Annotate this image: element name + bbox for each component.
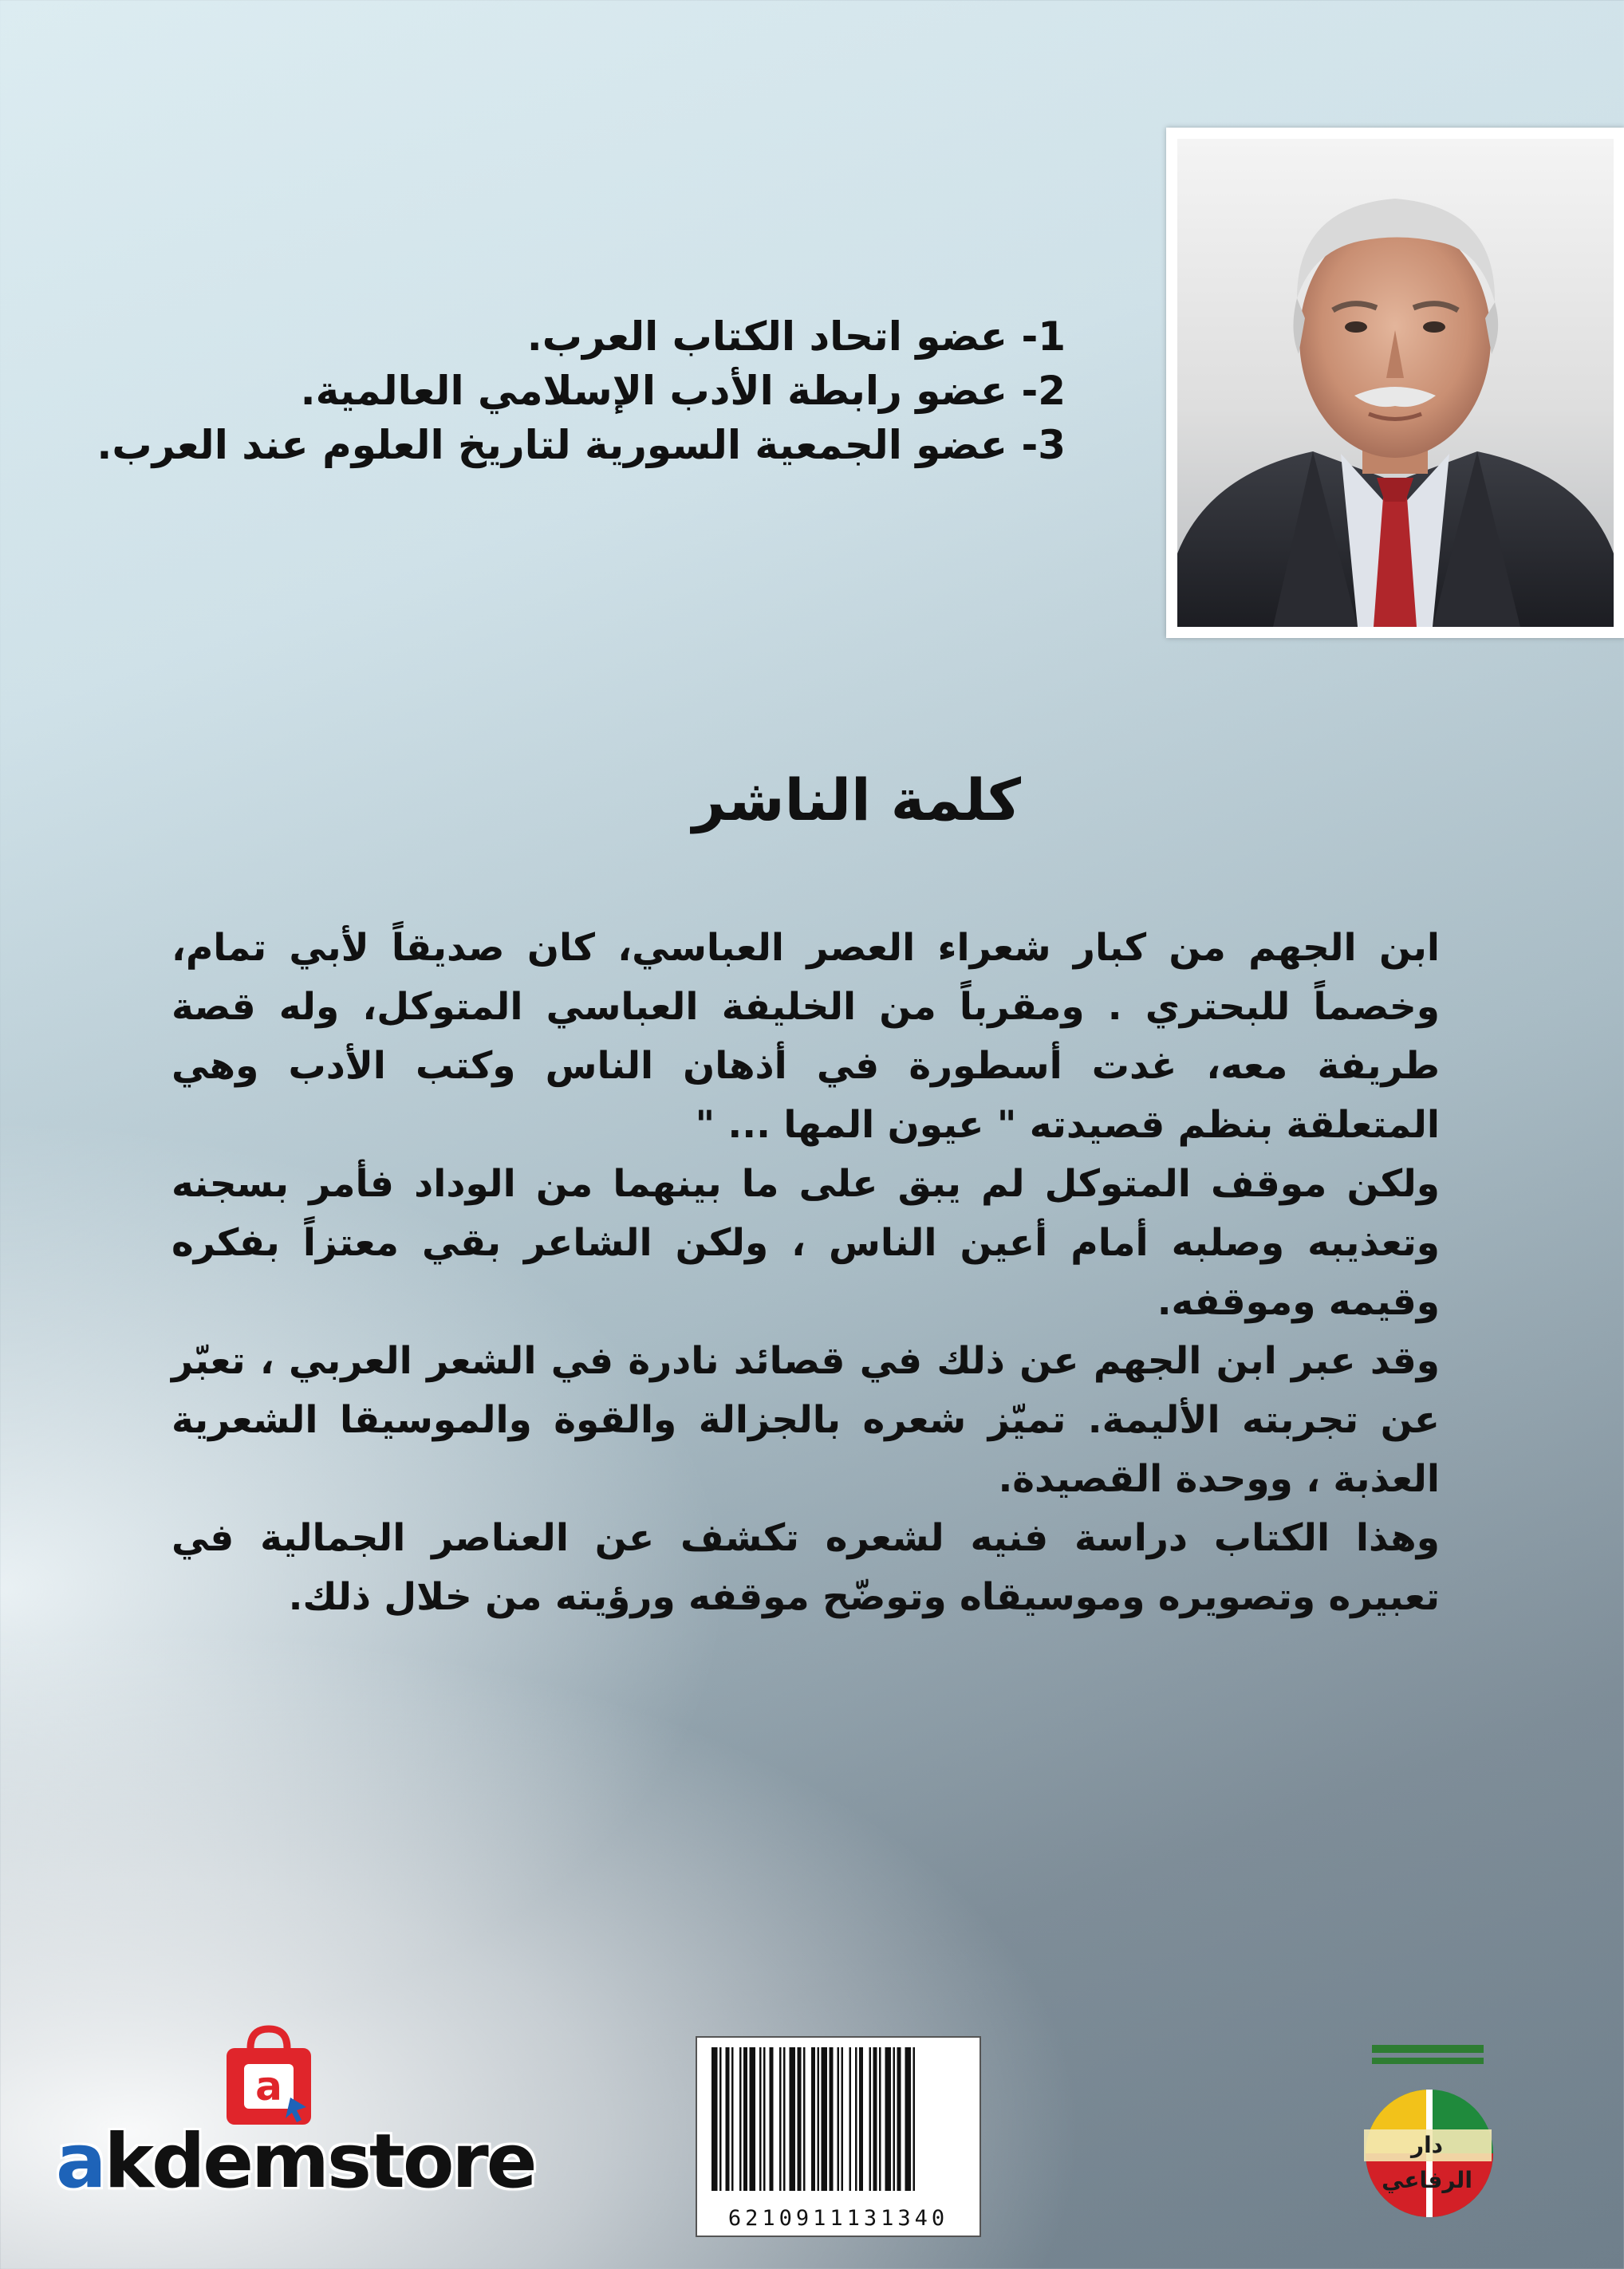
barcode-bar: [763, 2047, 766, 2191]
barcode-bar: [905, 2047, 912, 2191]
paragraph: وهذا الكتاب دراسة فنيه لشعره تكشف عن العناصر الجمالية في تعبيره وتصويره وموسيقاه وتوضّح موقفه ورؤيته من خلال ذلك.: [171, 1516, 1440, 1619]
barcode-bar: [811, 2047, 815, 2191]
barcode-bar: [739, 2047, 742, 2191]
barcode-bars: [708, 2047, 968, 2191]
barcode-bar: [885, 2047, 892, 2191]
barcode-bar: [798, 2047, 802, 2191]
paragraph: وقد عبر ابن الجهم عن ذلك في قصائد نادرة في الشعر العربي ، تعبّر عن تجربته الأليمة. تميّز شعره بالجزالة والقوة والموسيقا الشعرية العذبة ، ووحدة القصيدة.: [171, 1339, 1440, 1501]
barcode-bar: [849, 2047, 852, 2191]
author-photo-image: [1177, 139, 1614, 627]
barcode-bar: [859, 2047, 863, 2191]
store-name-prefix: a: [56, 2118, 104, 2205]
store-logo: [48, 2024, 535, 2224]
barcode-bar: [731, 2047, 734, 2191]
barcode-bar: [790, 2047, 796, 2191]
barcode-bar: [770, 2047, 774, 2191]
publisher-note-text: [171, 919, 1440, 1627]
shopping-bag-icon: [217, 2024, 321, 2128]
barcode-bar: [855, 2047, 857, 2191]
barcode-bar: [779, 2047, 782, 2191]
barcode-bar: [913, 2047, 916, 2191]
barcode-bar: [818, 2047, 820, 2191]
author-portrait: [1166, 128, 1624, 638]
svg-text:a: a: [255, 2063, 282, 2109]
author-photo: [1177, 139, 1614, 627]
membership-item: 2- عضو رابطة الأدب الإسلامي العالمية.: [300, 368, 1066, 414]
barcode-bar: [842, 2047, 844, 2191]
barcode-bar: [893, 2047, 896, 2191]
paragraph: ولكن موقف المتوكل لم يبق على ما بينهما من الوداد فأمر بسجنه وتعذيبه وصلبه أمام أعين الناس ، ولكن الشاعر بقي معتزاً بفكره وقيمه وموقفه.: [171, 1162, 1440, 1324]
publisher-logo-text: دار الرفاعي: [1382, 2132, 1472, 2193]
publisher-note-heading: كلمة الناشر: [692, 766, 1021, 833]
barcode-bar: [719, 2047, 722, 2191]
store-name-rest: kdemstore: [104, 2118, 535, 2205]
barcode-bar: [830, 2047, 834, 2191]
author-memberships-list: [97, 309, 1066, 472]
barcode-bar: [897, 2047, 901, 2191]
barcode-bar: [743, 2047, 747, 2191]
barcode-bar: [759, 2047, 762, 2191]
isbn-barcode: [696, 2036, 981, 2237]
barcode-bar: [873, 2047, 877, 2191]
barcode-bar: [783, 2047, 786, 2191]
publisher-logo: [1356, 2042, 1500, 2225]
membership-item: 3- عضو الجمعية السورية لتاريخ العلوم عند العرب.: [97, 422, 1066, 468]
barcode-bar: [869, 2047, 872, 2191]
paragraph: ابن الجهم من كبار شعراء العصر العباسي، كان صديقاً لأبي تمام، وخصماً للبحتري . ومقرباً من الخليفة العباسي المتوكل، وله قصة طريفة معه، غدت أسطورة في أذهان الناس وكتب الأدب وهي المتعلقة بنظم قصيدته " عيون المها ... ": [171, 926, 1440, 1147]
barcode-bar: [822, 2047, 828, 2191]
barcode-bar: [803, 2047, 806, 2191]
barcode-bar: [711, 2047, 718, 2191]
barcode-number: 6210911131340: [727, 2206, 949, 2231]
barcode-bar: [726, 2047, 730, 2191]
membership-item: 1- عضو اتحاد الكتاب العرب.: [526, 313, 1066, 360]
barcode-bar: [838, 2047, 840, 2191]
store-name: [56, 2118, 535, 2205]
barcode-bar: [750, 2047, 756, 2191]
barcode-bar: [879, 2047, 881, 2191]
